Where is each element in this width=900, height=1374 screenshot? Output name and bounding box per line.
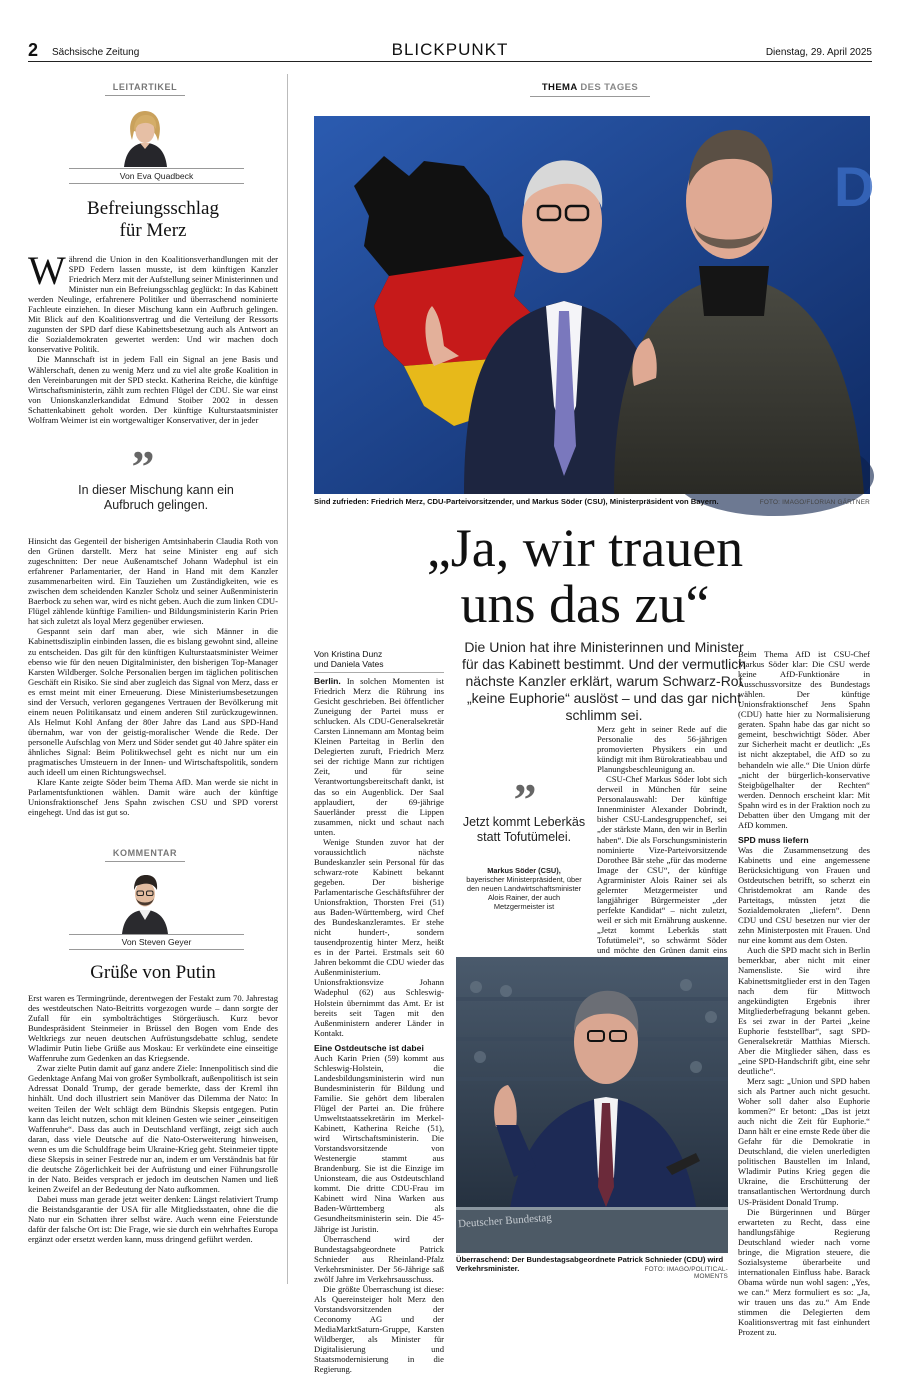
page-date: Dienstag, 29. April 2025 <box>765 47 872 58</box>
quote-mark-icon: ” <box>131 441 155 492</box>
thema-paragraph: CSU-Chef Markus Söder lobt sich derweil in München für seine Personalauswahl: Der künftige Innenminister Alexander Dobrindt, bisher CSU-Landesgruppenchef, sei „der stärkste Mann, den wir in Berlin haben“. Die als Forschungsministerin nominierte Vize-Parteivorsitzende Dorothee Bär stehe „für das moderne Image der CSU“, der künftige Agrarminister Alois Rainer sei als gelernter Metzgermeister und langjähriger Bürgermeister „der perfekte Kandidat“ – nicht zuletzt, weil er sich mit Ernährung auskenne. „Jetzt kommt Leberkäs statt Tofutümelei“, so schwärmt Söder und möchte den Grünen damit eins <box>597 774 727 956</box>
leitartikel-pull-quote: In dieser Mischung kann ein Aufbruch gelingen. <box>78 483 234 512</box>
main-photo <box>314 116 875 494</box>
leitartikel-paragraph: Klare Kante zeigte Söder beim Thema AfD. Man werde sie nicht in Parlamentsfunktionen wählen. Damit wäre auch der künftige Unionsfraktionschef Jens Spahn zwischen CSU und SPD vorerst eingehegt. Und das ist gut so. <box>28 777 278 818</box>
kommentar-label-text: KOMMENTAR <box>112 848 178 858</box>
thema-pull-quote: Jetzt kommt Leberkäs statt Tofutümelei. <box>462 815 586 844</box>
leitartikel-paragraph: Gespannt sein darf man aber, wie sich Männer in die Kabinettsdisziplin einbinden lassen, die es bislang gewohnt sind, alleine zu entscheiden. Das gilt für den künftigen Kulturstaatsminister Weimer ebenso wie für den neuen Digitalminister, den bisherigen Top-Manager Karsten Wildberger. Solche Personalien bergen im täglichen politischen Geschäft ein Risiko. Sie sind aber zugleich das Signal von Merz, dass er es ernst meint mit einer Erneuerung. Diese Ministeriumsbesetzungen sind der Versuch, verloren gegangenes Vertrauen der Bevölkerung mit einem neuen Politikansatz und einem anderen Stil zurückzugewinnen. Als Helmut Kohl Anfang der 80er Jahre das Land aus SPD-Hand übernahm, war von der geistig-moralischer Wende die Rede. Der personelle Aufschlag von Merz und Söder sendet gut 40 Jahre später ein ähnliches Signal: Beim Politikwechsel geht es nicht nur um ein pragmatisches Umsteuern in der Innen- und Wirtschaftspolitik, sondern auch ideell um einen Richtungswechsel. <box>28 626 278 778</box>
thema-column-3 <box>738 649 870 1337</box>
thema-column-2 <box>597 724 727 965</box>
dateline: Berlin. <box>314 676 341 686</box>
pull-attrib-rest: bayerischer Ministerpräsident, über den neuen Landwirtschaftsminister Alois Rainer, der auch Metzgermeister ist <box>466 875 582 911</box>
thema-paragraph: Was die Zusammensetzung des Kabinetts und eine angemessene Berücksichtigung von Frauen und Ostdeutschen betrifft, so scherzt ein Christdemokrat am Rande des Parteitags, müssten jetzt die Sozialdemokraten „liefern“. Denn CDU und CSU besetzen nur vier der zehn Ministerposten mit Frauen. Und nur eine kommt aus dem Osten. <box>738 844 870 946</box>
main-photo-credit: FOTO: IMAGO/FLORIAN GÄRTNER <box>759 499 870 506</box>
leitartikel-body-bottom <box>28 536 278 817</box>
byline-rule-leit-bottom <box>69 183 244 184</box>
leitartikel-byline: Von Eva Quadbeck <box>119 171 194 181</box>
section-title: BLICKPUNKT <box>391 40 509 59</box>
second-photo-caption: Überraschend: Der Bundestagsabgeordnete Patrick Schnieder (CDU) wird Verkehrsminister. <box>456 1255 724 1273</box>
newspaper-name: Sächsische Zeitung <box>52 47 140 58</box>
leitartikel-body-top <box>28 248 278 425</box>
leitartikel-label-text: LEITARTIKEL <box>112 82 178 92</box>
byline-rule-leit-top <box>69 168 244 169</box>
thema-byline-line2: und Daniela Vates <box>314 659 384 669</box>
byline-rule-komm-top <box>69 934 244 935</box>
column-divider <box>287 74 288 1284</box>
main-photo-caption: Sind zufrieden: Friedrich Merz, CDU-Parteivorsitzender, und Markus Söder (CSU), Ministerpräsident von Bayern. <box>314 497 719 506</box>
thema-label-rest: DES TAGES <box>580 82 639 93</box>
kommentar-paragraph: Erst waren es Termingründe, derentwegen der Festakt zum 70. Jahrestag des westdeutschen Nato-Beitritts vorgezogen wurde – dann sorgte der Zufall für ein symbolträchtiges Störgeräusch. Kurz bevor Bundespräsident Steinmeier in Brüssel den Bogen vom Ende des Weltkriegs zur neuen deutschen Aufrüstungsdebatte schlug, sendete Wladimir Putin liebe Grüße aus Moskau: Er verkündete eine einseitige Waffenruhe zum Gedenken an das Kriegsende. <box>28 993 278 1064</box>
byline-rule-komm-bottom <box>69 949 244 950</box>
kommentar-paragraph: Dabei muss man gerade jetzt weiter denken: Längst relativiert Trump die Beistandsgarantie der USA für alle Mitgliedsstaaten, ohne die die Nato nur ein Schatten ihrer selbst wäre. Auch wenn eine Feierstunde dafür der falsche Ort ist: Die Frage, wie sie durch ein wehrhaftes Europa ergänzt oder ersetzt werden kann, muss dringend geführt werden. <box>28 1193 278 1245</box>
kommentar-headline: Grüße von Putin <box>90 962 216 983</box>
leitartikel-headline-line2: für Merz <box>119 220 187 241</box>
thema-paragraph: Die Bürgerinnen und Bürger erwarteten zu Recht, dass eine handlungsfähige Regierung Deutschland wieder nach vorne bringe, die Migration steuere, die Sozialsysteme überarbeite und internationalen Einfluss habe. Barack Obama würde nun wohl sagen: „Yes, we can.“ Merz formuliert es so: „Ja, wir trauen uns das zu.“ Am Ende stimmen die Delegierten dem Koalitionsvertrag mit fast einhundert Prozent zu. <box>738 1206 870 1338</box>
leitartikel-paragraph: Hinsicht das Gegenteil der bisherigen Amtsinhaberin Claudia Roth von den Grünen darstellt. Merz hat seine Minister eng auf sich zugeschnitten: Der neue Außenamtschef Johann Wadephul ist ein erfahrener Parlamentarier, der Hand in Hand mit dem Kanzler zusammenarbeiten wird. Ein Tauziehen um Zuständigkeiten, wie es zwischen dem scheidenden Kanzler Scholz und seiner Außenministerin Baerbock zu sehen war, wird es nicht geben. Auch die zum linken CDU-Flügel zählende künftige Familien- und Bildungsministerin Karin Prien hat sich zuletzt als loyal Merz gegenüber erwiesen. <box>28 536 278 627</box>
kommentar-paragraph: Zwar zielte Putin damit auf ganz andere Ziele: Innenpolitisch sind die Gedenktage Anfang Mai von großer Symbolkraft, außenpolitisch ist sein Adressat Donald Trump, der gerade bemerkte, dass der Kreml ihn hinhält. Und doch illustriert sein Manöver das Dilemma der Nato: In weiten Teilen der Welt schlägt dem Bündnis Skepsis entgegen. Putin kann das leicht nutzen, schon mit kleinen Gesten wie seiner „einseitigen Waffenruhe“. Dass das auch in Deutschland verfängt, zeigt sich auch daran, dass viele Deutsche auf die Nato-Osterweiterung hinweisen, wenn es um die Schuldfrage beim Ukraine-Krieg geht. Steinmeier tippte diese Skepsis in seiner Festrede nur an, indem er um Verständnis bat für die deutsche Zögerlichkeit bei der Aufrüstung und einer Führungsrolle in der Nato. Beides versprach er jedoch im deutschen Namen und ließ keinen Zweifel an der Bedeutung der Nato aufkommen. <box>28 1063 278 1194</box>
byline-separator <box>314 672 444 673</box>
leitartikel-paragraph: Die Mannschaft ist in jedem Fall ein Signal an jene Basis und Wählerschaft, denen zu wenig Merz und zu viel alte große Koalition in den Vereinbarungen mit der SPD steckt. Katherina Reiche, die künftige Wirtschaftsministerin, zählt zum rechten Flügel der CDU. Sie war einst von Unionskanzlerkandidat Edmund Stoiber 2002 in dessen Schattenkabinett geholt worden. Der künftige Kulturstaatsminister Wolfram Weimer ist ein wortgewaltiger Konservativer, der in jeder <box>28 354 278 425</box>
header-rule <box>28 61 872 62</box>
second-photo <box>456 957 728 1253</box>
thema-paragraph: Überraschend wird der Bundestagsabgeordnete Patrick Schnieder aus Rheinland-Pfalz Verkehrsminister. Der 56-Jährige saß zwölf Jahre im Verkehrsausschuss. <box>314 1233 444 1284</box>
thema-label <box>530 82 650 97</box>
lectern-lettering: Deutscher Bundestag <box>457 1211 553 1231</box>
svg-text:D: D <box>834 155 875 218</box>
kommentar-label <box>105 848 185 862</box>
main-subheadline: Die Union hat ihre Ministerinnen und Minister für das Kabinett bestimmt. Und der vermutlich nächste Kanzler erklärt, warum Schwarz-Rot „keine Euphorie“ auslöst – und das gar nicht schlimm sei. <box>461 639 746 723</box>
thema-column-1 <box>314 676 444 1374</box>
thema-paragraph: Die größte Überraschung ist diese: Als Quereinsteiger holt Merz den Vorstandsvorsitzenden der Ceconomy AG und der MediaMarktSaturn-Gruppe, Karsten Wildberger, als Minister für Digitalisierung und Staatsmodernisierung in die Regierung. <box>314 1283 444 1374</box>
leitartikel-headline <box>28 198 278 242</box>
second-photo-credit: FOTO: IMAGO/POLITICAL-MOMENTS <box>644 1266 728 1280</box>
thema-paragraph: Merz sagt: „Union und SPD haben sich als Partner auch nicht gesucht. Woher soll daher also Euphorie kommen?“ Er betont: „Das ist jetzt auch nicht die Zeit für Euphorie.“ Dann hält er eine ernste Rede über die Gefahr für die Demokratie in Deutschland, die vielen unerledigten politischen Baustellen im Inland, Wladimir Putins Krieg gegen die Ukraine, die Erschütterung der transatlantischen Wertordnung durch US-Präsident Donald Trump. <box>738 1075 870 1207</box>
main-headline-line2: uns das zu“ <box>460 574 710 634</box>
thema-paragraph: Auch Karin Prien (59) kommt aus Schleswig-Holstein, die Landesbildungsministerin wird nun Bundesministerin für Bildung und Familie. Sie gehört dem liberalen Flügel der Partei an. Die frühere Umweltstaatssekretärin im Merkel-Kabinett, Katherina Reiche (51), wird Wirtschaftsministerin. Die Vorstandsvorsitzende von Westenergie stammt aus Brandenburg. Sie ist die Einzige im Unionsteam, die aus Ostdeutschland kommt. Die dritte CDU-Frau im Kabinett wird Nina Warken aus Baden-Württemberg als Gesundheitsministerin sein. Die 45-Jährige ist Juristin. <box>314 1052 444 1234</box>
thema-pull-attrib <box>462 866 586 911</box>
main-headline-line1: „Ja, wir trauen <box>426 518 744 578</box>
quote-mark-icon: ” <box>513 774 537 825</box>
dropcap: W <box>28 248 66 293</box>
page-number: 2 <box>28 40 39 60</box>
main-headline <box>300 520 870 632</box>
thema-subhead-1: Eine Ostdeutsche ist dabei <box>314 1042 424 1053</box>
thema-paragraph: Berlin. In solchen Momenten ist Friedrich Merz die Rührung ins Gesicht geschrieben. Bei öffentlicher Zuneigung der Partei muss er schlucken. Als CDU-Generalsekretär Carsten Linnemann am Montag beim Kleinen Parteitag in Berlin den Delegierten zuruft, Friedrich Merz sei der richtige Mann zur richtigen Zeit, und für seine Verantwortungsbereitschaft dankt, ist das so ein Augenblick. Der Saal applaudiert, der 69-jährige Sauerländer presst die Lippen zusammen, nickt und schaut nach unten. <box>314 676 444 837</box>
thema-byline <box>314 649 384 669</box>
thema-label-bold: THEMA <box>541 82 578 93</box>
thema-byline-line1: Von Kristina Dunz <box>314 649 383 659</box>
author-portrait-geyer <box>110 868 180 934</box>
thema-paragraph: Beim Thema AfD ist CSU-Chef Markus Söder klar: Die CSU werde keine AfD-Funktionäre in Ausschussvorsitze des Bundestags wählen. Der künftige Unionsfraktionschef Jens Spahn (CDU) hatte hier zu Normalisierung geraten. Spahn habe das gar nicht so gemeint, beschwichtigt Söder. Aber zur Sicherheit macht er deutlich: „Es ist nicht akzeptabel, die AfD so zu behandeln wie alle.“ Die Union dürfe „nicht der bürgerlich-konservative Steigbügelhalter der Rechten“ werden. Dennoch erscheint klar: Mit Spahn wird es in der Fraktion noch zu Debatten über den Umgang mit der AfD kommen. <box>738 649 870 830</box>
author-portrait-quadbeck <box>110 105 180 167</box>
kommentar-byline: Von Steven Geyer <box>121 937 192 947</box>
thema-paragraph: Wenige Stunden zuvor hat der voraussichtlich nächste Bundeskanzler sein Personal für das schwarz-rote Kabinett bekannt gegeben. Der bisherige Parlamentarische Geschäftsführer der Unionsfraktion, Thorsten Frei (51) aus Baden-Württemberg, wird Chef des Bundeskanzleramtes. Er stehe nicht hundert-, sondern tausendprozentig hinter Merz, heißt es in der Partei. Erstmals seit 60 Jahren bekommt die CDU wieder das Außenministerium. Unionsfraktionsvize Johann Wadephul (62) aus Schleswig-Holstein übernimmt das Amt. Er ist bereits seit Tagen mit den Außenministern anderer Länder in Kontakt. <box>314 836 444 1038</box>
thema-subhead-2: SPD muss liefern <box>738 834 809 845</box>
thema-paragraph: Merz geht in seiner Rede auf die Personalie des 56-jährigen promovierten Physikers ein und kündigt mit ihm Bürokratieabbau und Planungsbeschleunigung an. <box>597 724 727 775</box>
leitartikel-paragraph: Während die Union in den Koalitionsverhandlungen mit der SPD Federn lassen musste, ist dem künftigen Kanzler Friedrich Merz mit der Aufstellung seiner Ministerinnen und Minister nun ein Befreiungsschlag geglückt: In das Kabinett werden Neulinge, erfahrenere Politiker und überraschend nominierte Fachleute einziehen. In dieser Mischung kann ein Aufbruch gelingen. Mit Blick auf den Koalitionsvertrag und die Verteilung der Ressorts zugunsten der SPD darf diese Kabinettsbesetzung auch als Antwort an die Sozialdemokraten gewertet werden: Und wir machen doch konservative Politik. <box>28 248 278 355</box>
pull-attrib-name: Markus Söder (CSU), <box>487 866 561 875</box>
leitartikel-headline-line1: Befreiungsschlag <box>87 198 219 219</box>
thema-paragraph: Auch die SPD macht sich in Berlin bemerkbar, aber nicht mit einer Namensliste. Sie wird ihre Kabinettsmitglieder erst in den Tagen nach dem für Mittwoch angekündigten Ergebnis ihrer Mitgliederbefragung bekannt geben. Es sei zwar in der Partei „keine Euphorie feststellbar“, sagt SPD-Generalsekretär Matthias Miersch. Aber die Mitglieder sähen, dass es „eine SPD-Handschrift gibt, eine sehr deutliche“. <box>738 945 870 1076</box>
leitartikel-label <box>105 82 185 96</box>
kommentar-body <box>28 993 278 1244</box>
